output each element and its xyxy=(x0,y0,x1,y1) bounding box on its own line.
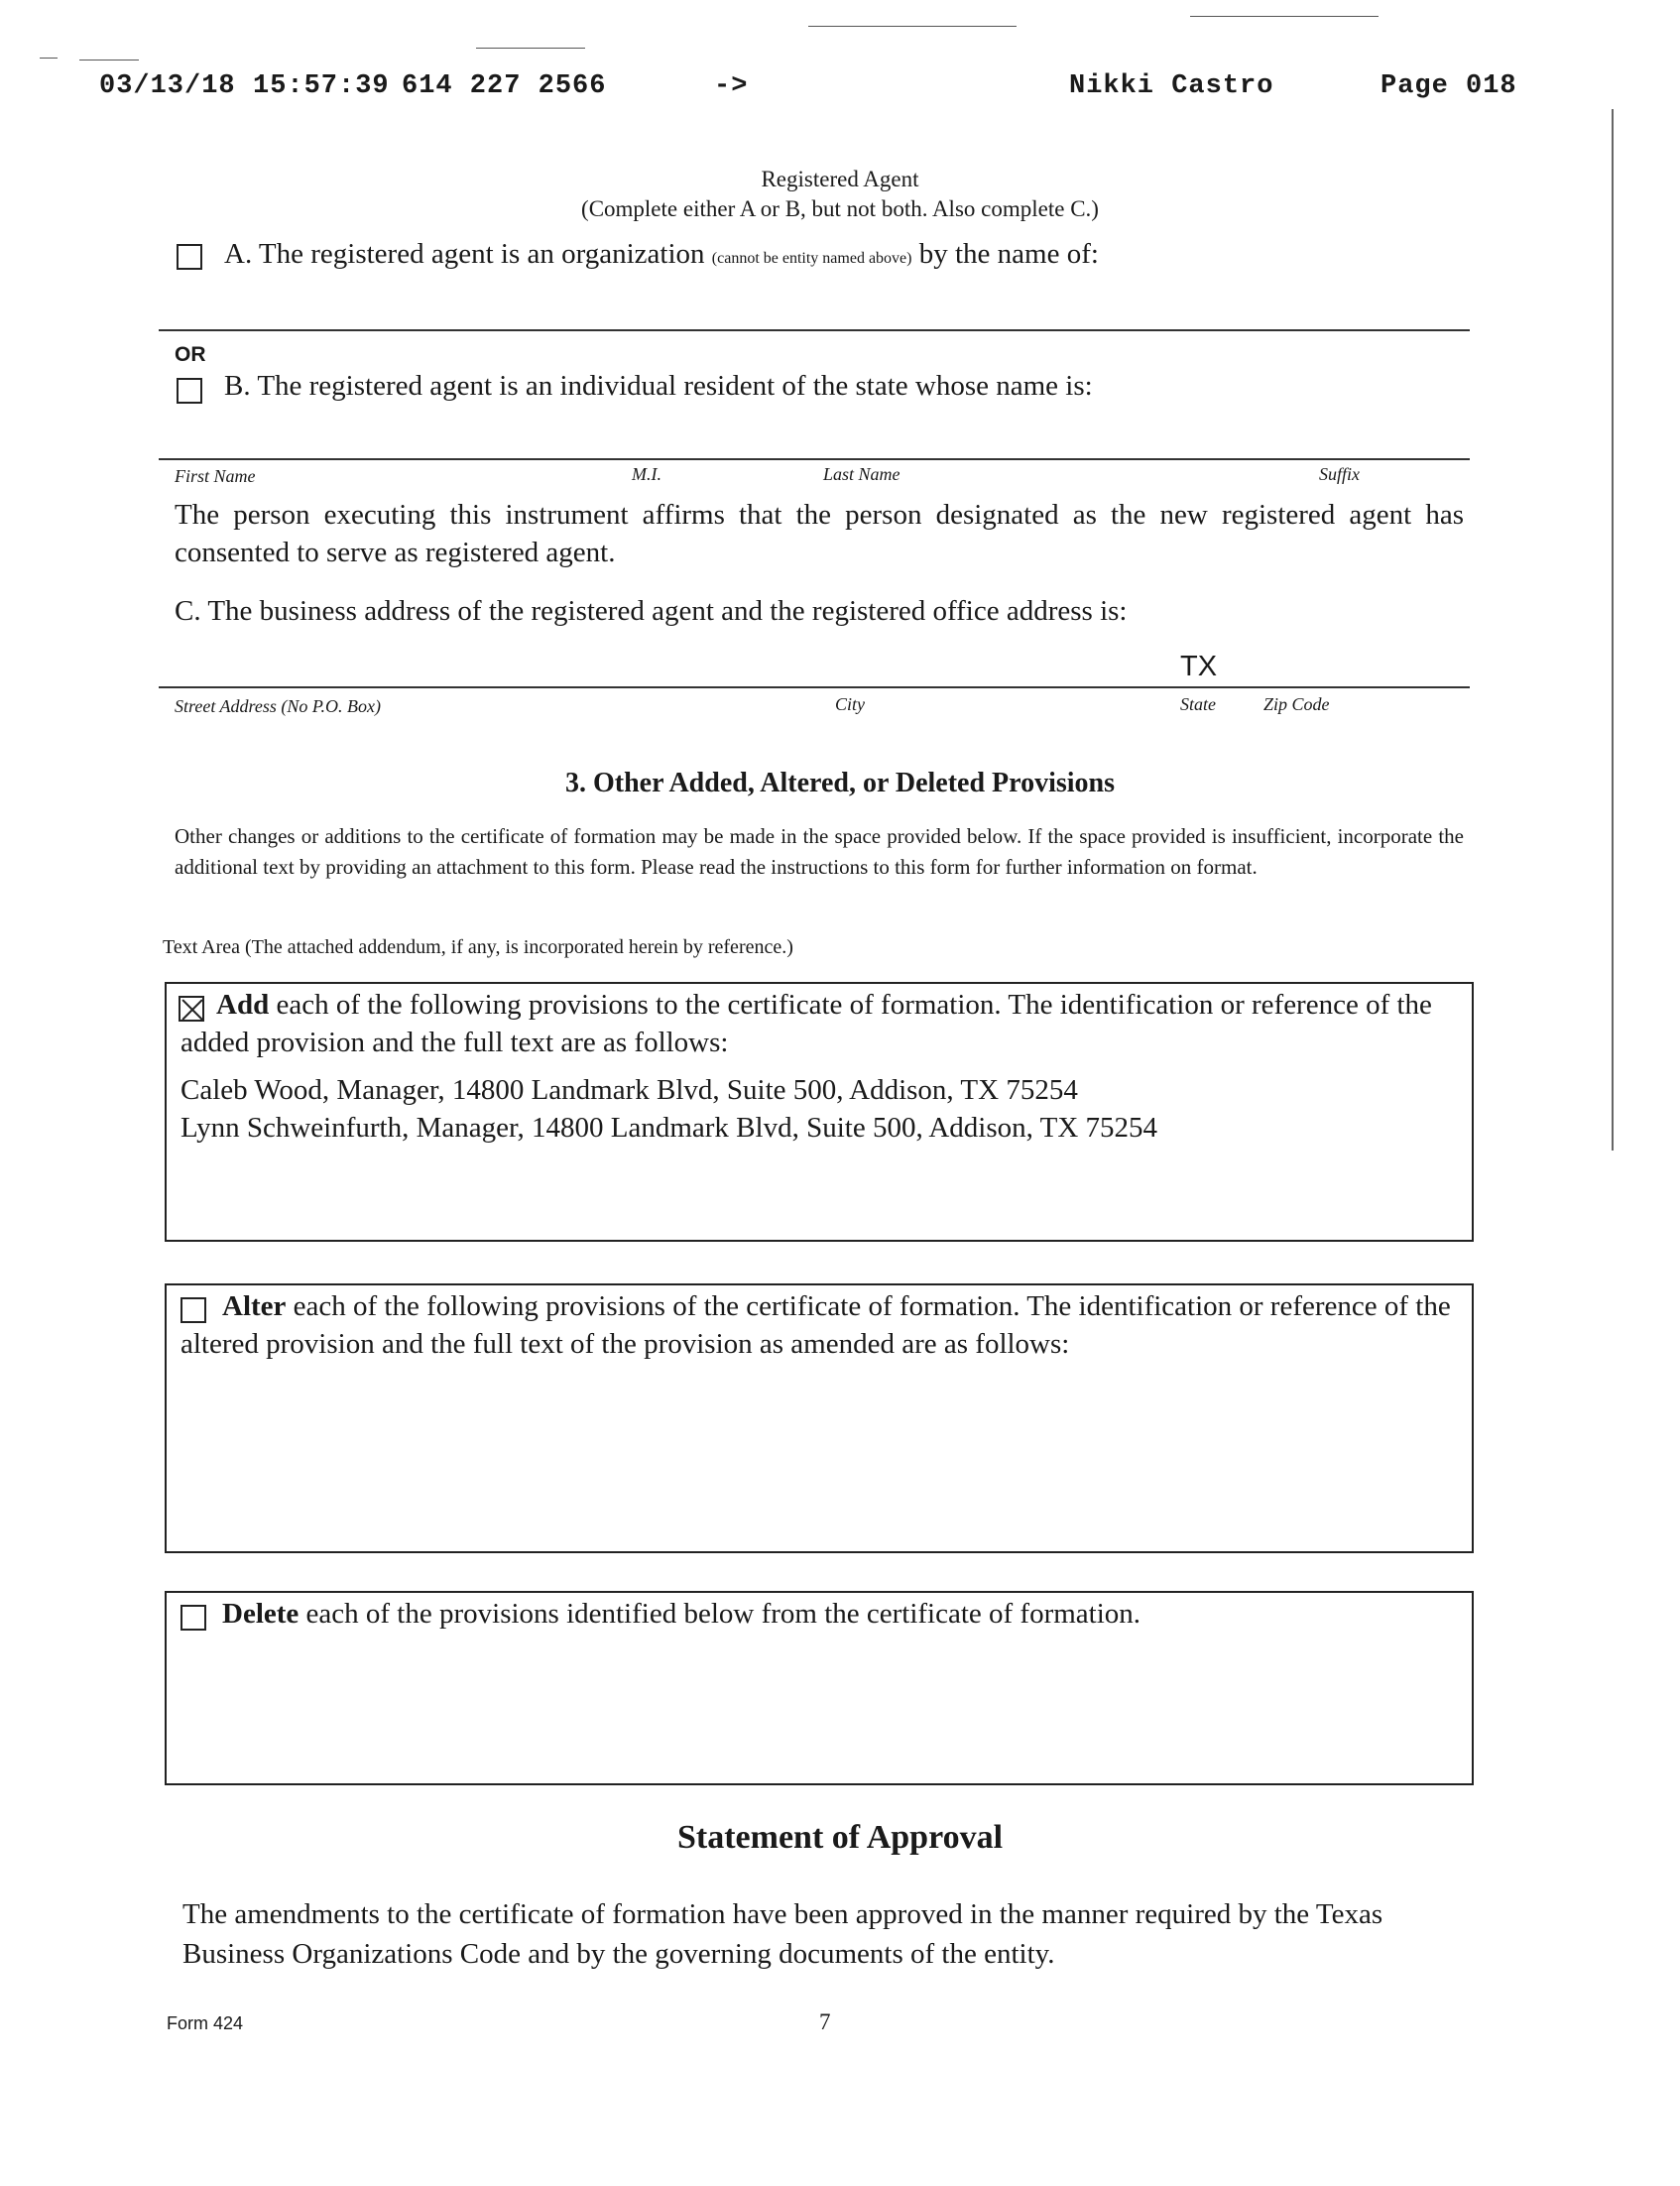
alter-provision-text xyxy=(180,1287,1458,1363)
registered-agent-instruction: (Complete either A or B, but not both. Also complete C.) xyxy=(581,196,1099,221)
text-area-note: Text Area (The attached addendum, if any, is incorporated herein by reference.) xyxy=(163,936,793,958)
delete-keyword: Delete xyxy=(222,1598,300,1630)
fax-time: 15:57:39 xyxy=(253,71,390,101)
add-entry-1: Caleb Wood, Manager, 14800 Landmark Blvd, Suite 500, Addison, TX 75254 xyxy=(180,1074,1078,1106)
option-a-text: A. The registered agent is an organization xyxy=(224,238,705,270)
address-line[interactable] xyxy=(159,686,1470,688)
add-entries xyxy=(180,1071,1157,1147)
scan-artifact-line xyxy=(40,58,58,59)
approval-text: The amendments to the certificate of formation have been approved in the manner required by the Texas Business Organizations Code and by the governing documents of the entity. xyxy=(182,1898,1383,1970)
alter-provision-box[interactable] xyxy=(165,1283,1474,1553)
option-a-text-end: by the name of: xyxy=(918,238,1099,270)
fax-arrow: -> xyxy=(714,71,749,101)
delete-description: each of the provisions identified below from the certificate of formation. xyxy=(299,1598,1141,1630)
mi-label: M.I. xyxy=(632,464,661,484)
alter-description: each of the following provisions of the certificate of formation. The identification or reference of the altered provision and the full text of the provision as amended are as follows: xyxy=(180,1290,1451,1360)
registered-agent-title: Registered Agent xyxy=(761,167,919,191)
first-name-label: First Name xyxy=(175,466,256,486)
fax-date: 03/13/18 xyxy=(99,71,236,101)
state-value[interactable]: TX xyxy=(1180,651,1218,682)
zip-code-label: Zip Code xyxy=(1263,694,1330,714)
scan-artifact-edge xyxy=(1612,109,1614,1151)
scan-artifact-line xyxy=(476,48,585,49)
affirmation-text: The person executing this instrument affirms that the person designated as the new registered agent has consented to serve as registered agent. xyxy=(175,499,1464,568)
fax-phone: 614 227 2566 xyxy=(402,71,607,101)
delete-provision-box[interactable] xyxy=(165,1591,1474,1785)
fax-sender-name: Nikki Castro xyxy=(1069,71,1274,101)
option-b-label: B. The registered agent is an individual resident of the state whose name is: xyxy=(224,370,1093,402)
scan-artifact-line xyxy=(79,60,139,61)
street-address-label: Street Address (No P.O. Box) xyxy=(175,696,381,716)
add-keyword: Add xyxy=(216,989,270,1021)
option-a-name-line[interactable] xyxy=(159,329,1470,331)
suffix-label: Suffix xyxy=(1319,464,1360,484)
form-number: Form 424 xyxy=(167,2013,244,2033)
alter-keyword: Alter xyxy=(222,1290,287,1322)
add-description: each of the following provisions to the certificate of formation. The identification or reference of the added provision and the full text are as follows: xyxy=(180,989,1432,1058)
add-provision-text xyxy=(180,986,1458,1061)
or-label: OR xyxy=(175,343,206,366)
delete-provision-text xyxy=(180,1595,1458,1633)
fax-page: Page 018 xyxy=(1380,71,1517,101)
option-a-label xyxy=(224,238,1099,271)
provisions-instructions: Other changes or additions to the certificate of formation may be made in the space provided below. If the space provided is insufficient, incorporate the additional text by providing an attachment to this form. Please read the instructions to this form for further information on format. xyxy=(175,824,1464,879)
page-number: 7 xyxy=(819,2009,831,2034)
city-label: City xyxy=(835,694,865,714)
add-provision-box[interactable] xyxy=(165,982,1474,1242)
option-c-label: C. The business address of the registered agent and the registered office address is: xyxy=(175,595,1128,627)
state-label: State xyxy=(1180,694,1216,714)
last-name-label: Last Name xyxy=(823,464,900,484)
add-entry-2: Lynn Schweinfurth, Manager, 14800 Landmark Blvd, Suite 500, Addison, TX 75254 xyxy=(180,1112,1158,1144)
provisions-heading: 3. Other Added, Altered, or Deleted Provisions xyxy=(564,768,1116,798)
option-b-checkbox[interactable] xyxy=(177,378,202,404)
scan-artifact-line xyxy=(808,26,1017,27)
option-a-note: (cannot be entity named above) xyxy=(711,250,912,267)
approval-heading: Statement of Approval xyxy=(676,1819,1004,1856)
option-a-checkbox[interactable] xyxy=(177,244,202,270)
option-b-name-line[interactable] xyxy=(159,458,1470,460)
scan-artifact-line xyxy=(1190,16,1379,17)
